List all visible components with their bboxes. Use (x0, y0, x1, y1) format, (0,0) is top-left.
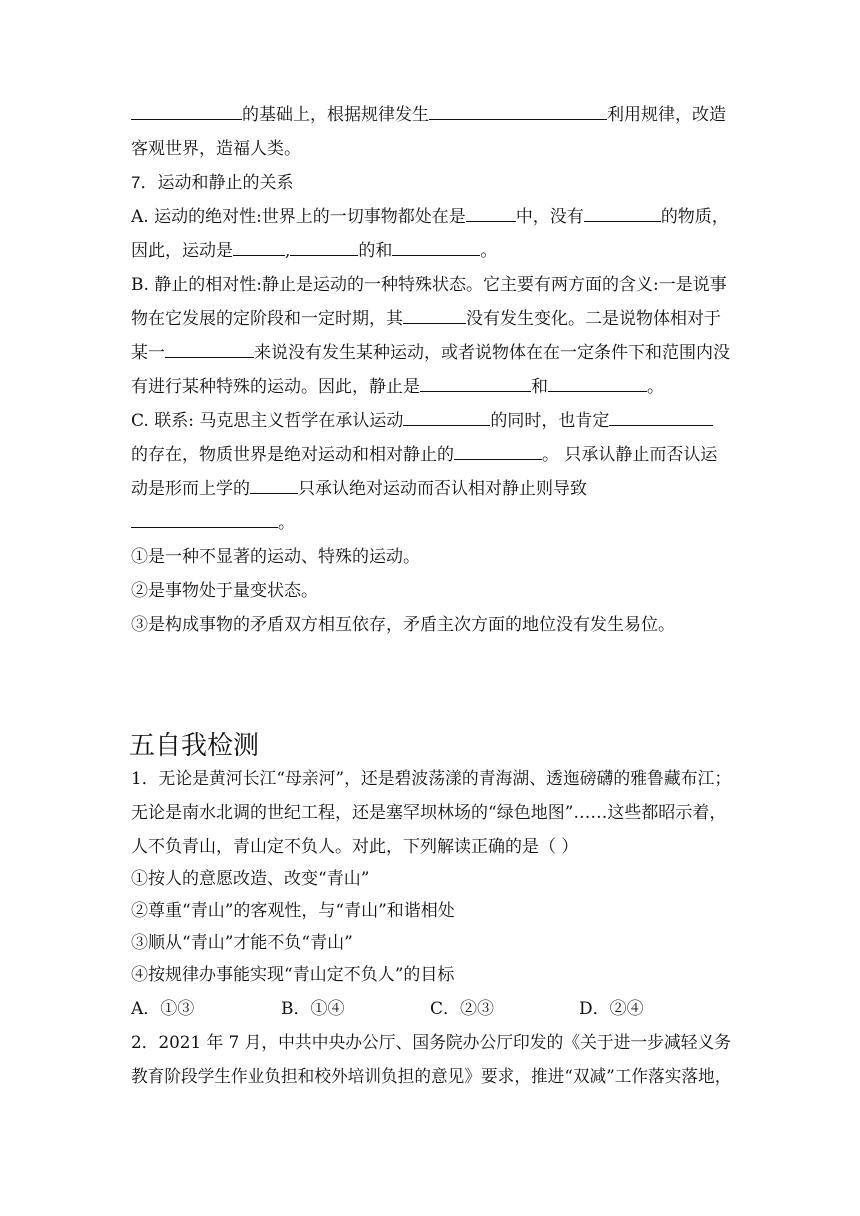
fill-blank[interactable] (165, 342, 254, 358)
fill-blank[interactable] (429, 104, 607, 120)
line-text: 来说没有发生某种运动，或者说物体在在一定条件下和范围内没 (254, 343, 730, 363)
question-1-text: 人不负青山，青山定不负人。对此，下列解读正确的是（ ） (131, 837, 579, 857)
section-item-7: 7．运动和静止的关系 (131, 173, 294, 192)
line-text: 中，没有 (515, 207, 584, 227)
text-line (131, 376, 664, 398)
fill-blank[interactable] (131, 104, 242, 120)
fill-blank[interactable] (250, 478, 298, 494)
fill-blank[interactable] (392, 240, 480, 256)
line-text: 和 (531, 377, 548, 397)
line-text: 的基础上，根据规律发生 (242, 105, 429, 125)
option-b[interactable]: B．①④ (281, 999, 345, 1019)
text-line (131, 410, 713, 432)
statement-2: ②尊重“青山”的客观性，与“青山”和谐相处 (131, 901, 455, 921)
text-line (131, 444, 717, 466)
line-text: 。 (278, 513, 295, 533)
fill-blank[interactable] (466, 206, 516, 222)
fill-blank[interactable] (290, 240, 358, 256)
line-text: C. 联系: 马克思主义哲学在承认运动 (131, 411, 404, 431)
line-text: 。 (647, 377, 664, 397)
fill-blank[interactable] (609, 410, 713, 426)
fill-blank[interactable] (420, 376, 531, 392)
statement-1: ①按人的意愿改造、改变“青山” (131, 869, 370, 889)
fill-blank[interactable] (403, 308, 466, 324)
line-text: 的和 (358, 241, 393, 261)
text-line: ②是事物处于量变状态。 (131, 581, 318, 601)
line-text: 某一 (131, 343, 165, 363)
line-text: 物在它发展的定阶段和一定时期，其 (131, 309, 403, 329)
question-2-text: 教育阶段学生作业负担和校外培训负担的意见》要求，推进“双减”工作落实落地， (131, 1067, 732, 1087)
line-text: 。 只承认静止而否认运 (542, 445, 718, 465)
fill-blank[interactable] (548, 376, 647, 392)
option-a[interactable]: A．①③ (131, 999, 195, 1019)
text-line (131, 104, 726, 126)
text-line (131, 240, 497, 262)
text-line: ③是构成事物的矛盾双方相互依存，矛盾主次方面的地位没有发生易位。 (131, 615, 675, 635)
question-2-text: 2．2021 年 7 月，中共中央办公厅、国务院办公厅印发的《关于进一步减轻义务 (131, 1033, 732, 1053)
text-line: B. 静止的相对性:静止是运动的一种特殊状态。它主要有两方面的含义:一是说事 (131, 275, 727, 295)
fill-blank[interactable] (454, 444, 542, 460)
statement-3: ③顺从“青山”才能不负“青山” (131, 933, 353, 953)
line-text: 利用规律，改造 (607, 105, 726, 125)
line-text: , (285, 241, 291, 261)
section-heading: 五自我检测 (129, 731, 260, 761)
text-line (131, 342, 730, 364)
line-text: 。 (480, 241, 498, 261)
statement-4: ④按规律办事能实现“青山定不负人”的目标 (131, 965, 455, 985)
text-line (131, 206, 729, 228)
line-text: 没有发生变化。二是说物体相对于 (466, 309, 721, 329)
text-line (131, 308, 721, 330)
line-text: 动是形而上学的 (131, 479, 250, 499)
text-line (131, 478, 587, 500)
text-line: ①是一种不显著的运动、特殊的运动。 (131, 547, 420, 567)
line-text: 的物质， (660, 207, 729, 227)
question-1-text: 无论是南水北调的世纪工程，还是塞罕坝林场的“绿色地图”……这些都昭示着， (131, 803, 727, 823)
line-text: 的同时，也肯定 (490, 411, 610, 431)
fill-blank[interactable] (403, 410, 490, 426)
option-c[interactable]: C．②③ (430, 999, 495, 1019)
option-d[interactable]: D．②④ (579, 999, 644, 1019)
line-text: 的存在，物质世界是绝对运动和相对静止的 (131, 445, 454, 465)
line-text: 有进行某种特殊的运动。因此，静止是 (131, 377, 420, 397)
fill-blank[interactable] (233, 240, 285, 256)
text-line: 客观世界，造福人类。 (131, 139, 301, 159)
text-line (131, 512, 295, 534)
fill-blank[interactable] (131, 512, 278, 528)
line-text: A. 运动的绝对性:世界上的一切事物都处在是 (131, 207, 466, 227)
fill-blank[interactable] (584, 206, 661, 222)
line-text: 因此，运动是 (131, 241, 233, 261)
question-1-text: 1．无论是黄河长江“母亲河”，还是碧波荡漾的青海湖、透迤磅礴的雅鲁藏布江； (131, 769, 732, 789)
line-text: 只承认绝对运动而否认相对静止则导致 (298, 479, 587, 499)
